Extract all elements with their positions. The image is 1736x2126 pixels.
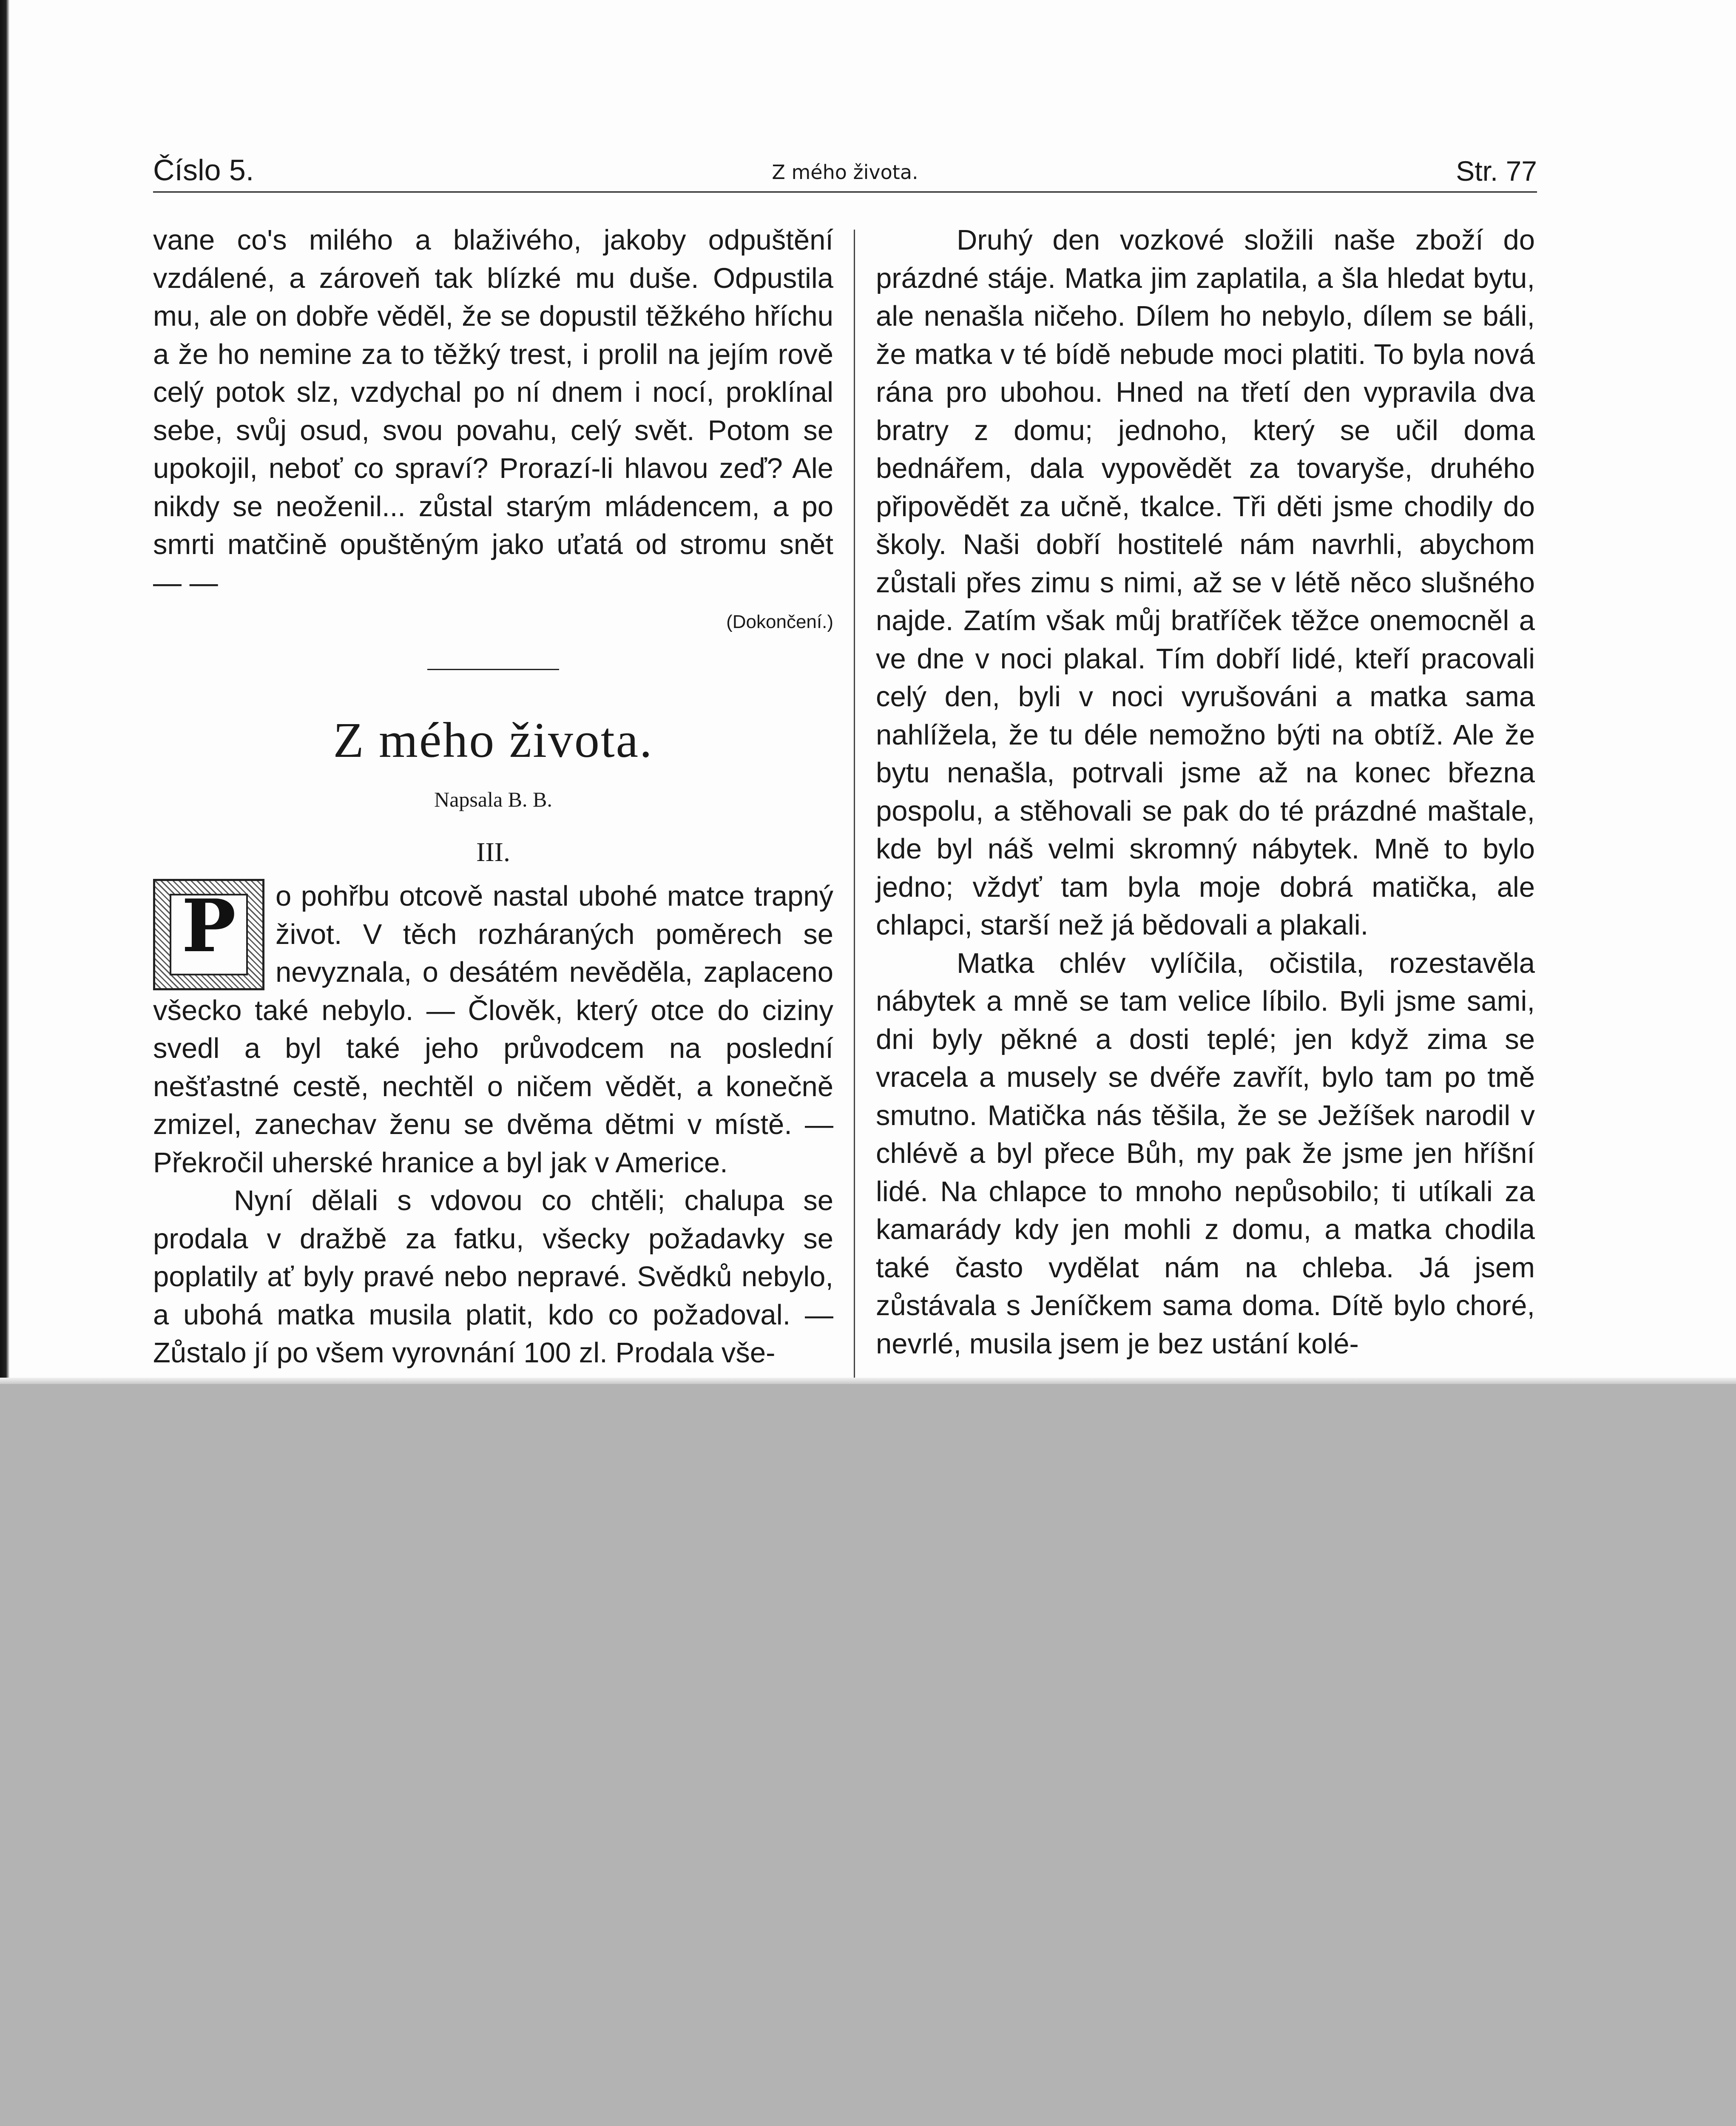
opening-paragraph (153, 877, 833, 1182)
running-title: Z mého života. (772, 161, 918, 184)
left-column (153, 221, 833, 1372)
issue-number: Číslo 5. (153, 153, 254, 187)
article-byline: Napsala B. B. (434, 787, 552, 811)
running-header (153, 145, 1537, 193)
scan-edge-shadow (0, 0, 9, 1384)
ornamental-dropcap (153, 879, 264, 990)
continued-paragraph: vane co's milého a blaživého, jakoby odpuštění vzdálené, a zároveň tak blízké mu duše. Odpustila mu, ale on dobře věděl, že se dopustil těžkého hříchu a že ho nemine za to těžký trest, i prolil na jejím rově celý potok slz, vzdychal po ní dnem i nocí, proklínal sebe, svůj osud, svou povahu, celý svět. Potom se upokojil, neboť co spraví? Prorazí-li hlavou zeď? Ale nikdy se neoženil... zůstal starým mládencem, a po smrti matčině opuštěným jako uťatá od stromu snět — — (153, 224, 833, 599)
paragraph: Nyní dělali s vdovou co chtěli; chalupa se prodala v dražbě za fatku, všecky požadavky se poplatily ať byly pravé nebo nepravé. Svědků nebylo, a ubohá matka musila platit, kdo co požadoval. — Zůstalo jí po všem vyrovnání 100 zl. Prodala vše- (153, 1185, 833, 1369)
page-cut-edge (0, 1378, 1736, 1384)
to-be-concluded-note: (Dokončení.) (726, 611, 833, 632)
chapter-number: III. (476, 837, 510, 867)
dropcap-letter: P (182, 884, 236, 969)
opening-paragraph-text: o pohřbu otcově nastal ubohé matce trapný život. V těch rozháraných poměrech se nevyznala, o desátém nevěděla, zaplaceno všecko také nebylo. — Člověk, který otce do ciziny svedl a byl také jeho průvodcem na poslední nešťastné cestě, nechtěl o ničem vědět, a konečně zmizel, zanechav ženu se dvěma dětmi v místě. — Překročil uherské hranice a byl jak v Americe. (153, 880, 833, 1179)
article-title: Z mého života. (333, 712, 653, 768)
page-number: Str. 77 (1456, 155, 1537, 187)
paragraph: Druhý den vozkové složili naše zboží do prázdné stáje. Matka jim zaplatila, a šla hledat bytu, ale nenašla ničeho. Dílem ho nebylo, dílem se báli, že matka v té bídě nebude moci platiti. To byla nová rána pro ubohou. Hned na třetí den vypravila dva bratry z domu; jednoho, který se učil doma bednářem, dala vypovědět za tovaryše, druhého připovědět za učně, tkalce. Tři děti jsme chodily do školy. Naši dobří hostitelé nám navrhli, abychom zůstali přes zimu s nimi, až se v létě něco slušného najde. Zatím však můj bratříček těžce onemocněl a ve dne v noci plakal. Tím dobří lidé, kteří pracovali celý den, byli v noci vyrušováni a matka sama nahlížela, že tu déle nemožno býti na obtíž. Ale že bytu nenašla, potrvali jsme až na konec března pospolu, a stěhovali se pak do té prázdné maštale, kde byl náš velmi skromný nábytek. Mně to bylo jedno; vždyť tam byla moje dobrá matička, ale chlapci, starší než já bědovali a plakali. (876, 224, 1535, 941)
paragraph: Matka chlév vylíčila, očistila, rozestavěla nábytek a mně se tam velice líbilo. Byli jsme sami, dni byly pěkné a dosti teplé; jen když zima se vracela a musely se dvéře zavřít, bylo tam po tmě smutno. Matička nás těšila, že se Ježíšek narodil v chlévě a byl přece Bůh, my pak že jsme jen hříšní lidé. Na chlapce to mnoho nepůsobilo; ti utíkali za kamarády kdy jen mohli z domu, a matka chodila také často vydělat nám na chleba. Já jsem zůstávala s Jeníčkem sama doma. Dítě bylo choré, nevrlé, musila jsem je bez ustání kolé- (876, 947, 1535, 1360)
right-column (876, 221, 1535, 1363)
section-divider (427, 669, 559, 670)
column-divider-rule (854, 230, 855, 1378)
